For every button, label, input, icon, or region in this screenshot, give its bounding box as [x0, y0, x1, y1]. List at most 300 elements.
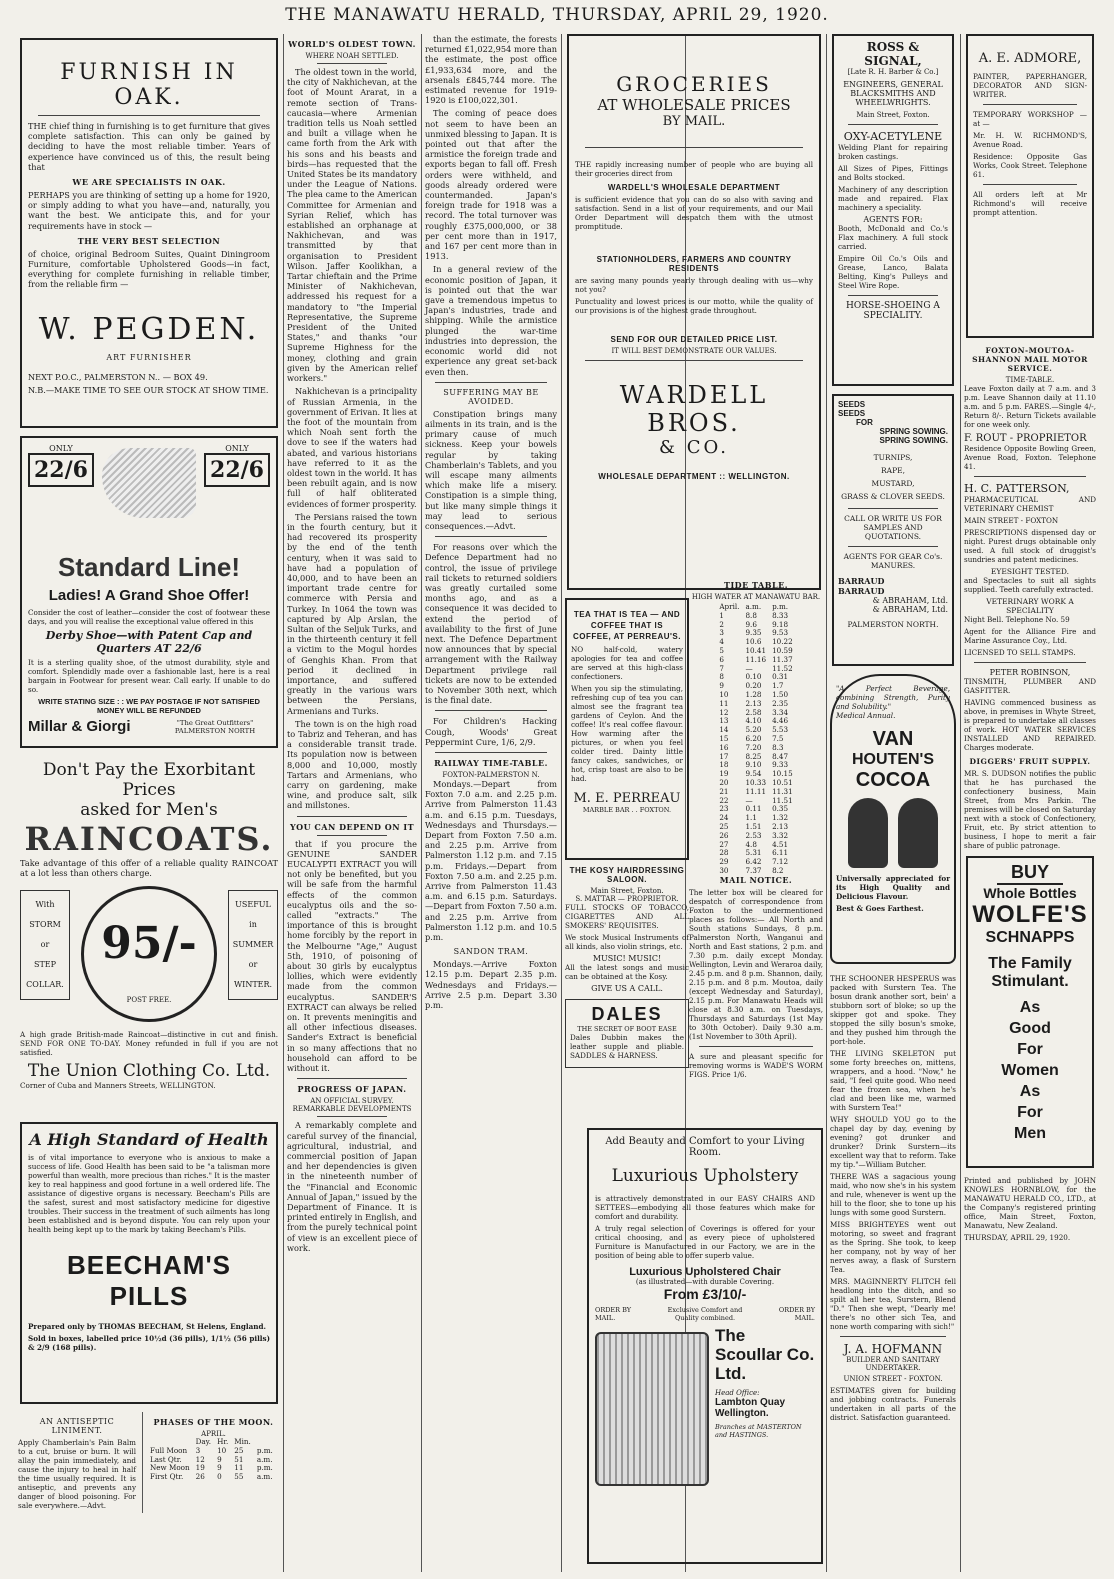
column-rule	[421, 34, 422, 1572]
wardell-firm: & CO.	[659, 437, 729, 458]
pegden-sub: ART FURNISHER	[106, 352, 192, 362]
shoe-subtitle: Ladies! A Grand Shoe Offer!	[48, 587, 250, 604]
patterson-address: MAIN STREET - FOXTON	[964, 516, 1059, 525]
tide-cell: 8.2	[772, 865, 784, 875]
shoe-ad	[20, 436, 278, 748]
admore-orders: All orders left at Mr Richmond's will receive prompt attention.	[973, 190, 1087, 217]
article-text: The town is on the high road to Tabriz and Teheran, and has a considerable transit trade. Its population now is between 8,000 and 10,000, mostly Tartars and Armenians, who carry on gardening, make wine, and produce salt, silk and millstones.	[287, 718, 417, 811]
scoullar-price: From £3/10/-	[663, 1286, 747, 1302]
shoe-illustration	[102, 448, 196, 518]
moon-table	[147, 1438, 276, 1482]
wolfe-ad	[966, 856, 1094, 1168]
cocoa-text: Universally appreciated for its High Quality and Delicious Flavour.	[836, 874, 950, 901]
patterson-vet: VETERINARY WORK A SPECIALITY	[986, 597, 1074, 615]
column-3	[425, 34, 557, 1572]
tea-verse: MISS BRIGHTEYES went out motoring, so sweet and fragrant as the Spring. She took, to keep her company, not by way of her nerves away, a flask of Surstern Tea.	[830, 1220, 956, 1274]
raincoat-text: Take advantage of this offer of a reliable quality RAINCOAT at a lot less than others charge.	[20, 858, 278, 879]
hofmann-text: ESTIMATES given for building and jobbing contracts. Funerals undertaken in all parts of the district. Satisfaction guaranteed.	[830, 1386, 956, 1422]
raincoat-right-word: in	[249, 920, 257, 930]
article-text: The oldest town in the world, the city of Nakhichevan, at the foot of Mount Ararat, in a remote section of Trans-caucasia—where Armenian tradition tells us Noah settled and built a village when he came forth from the Ark with his sons and his beasts and birds—has requested that the United States be its mandatory under the League of Nations. The plea came to the American Committee for Armenian and Syrian Relief, which has established an orphanage at Nakhichevan, and was transmitted by that organisation to President Wilson. Jaffer Koolikhan, a Tartar chieftain and the Prime Minister of Nakhichevan, addressed his request for a mandatory to "the Imperial Representative, the Supreme President of the United States," and thanks "our Supreme Highness for the money, clothing and grain given by the American relief workers."	[287, 67, 417, 384]
kosy-address: Main Street, Foxton.	[590, 887, 664, 895]
patterson-eyesight: EYESIGHT TESTED.	[990, 567, 1070, 576]
pegden-name: W. PEGDEN.	[38, 311, 260, 347]
dales-sub: THE SECRET OF BOOT EASE	[577, 1025, 677, 1033]
tide-cell: 1.32	[772, 813, 789, 823]
tide-cell: 11.16	[745, 654, 767, 664]
seed-item: GRASS & CLOVER SEEDS.	[841, 492, 945, 501]
beecham-sold: Sold in boxes, labelled price 10½d (36 pills), 1/1½ (56 pills) & 2/9 (168 pills).	[28, 1334, 270, 1352]
rout-text: Residence Opposite Bowling Green, Avenue Road, Foxton. Telephone 41.	[964, 444, 1096, 471]
wolfe-word: Women	[1001, 1062, 1059, 1079]
van-houten-ad	[830, 674, 956, 964]
tide-cell: 6	[719, 654, 724, 664]
seeds-gear: AGENTS FOR GEAR Co's. MANURES.	[843, 552, 943, 570]
oxy-head: OXY-ACETYLENE	[843, 130, 943, 143]
beecham-ad	[20, 1122, 278, 1404]
tide-cell: 9	[719, 681, 724, 691]
mail-head: MAIL NOTICE.	[719, 875, 793, 885]
tide-cell: 9.10	[745, 760, 762, 770]
cocoa-best: Best & Goes Farthest.	[836, 904, 924, 913]
tide-cell: 10.22	[772, 637, 793, 647]
moon-col: Day.	[195, 1437, 212, 1446]
scoullar-chair: Luxurious Upholstered Chair	[629, 1266, 781, 1278]
dales-text: Dales Dubbin makes the leather supple and pliable. SADDLES & HARNESS.	[570, 1033, 684, 1060]
tide-cell: 0.11	[745, 804, 762, 814]
tide-cell: 3.34	[772, 707, 789, 717]
imprint: Printed and published by JOHN KNOWLES HORNBLOW, for the MANAWATU HERALD CO., LTD., at the Company's registered printing office, Main Street, Foxton, Manawatu, New Zealand.	[964, 1176, 1096, 1230]
groceries-text: THE rapidly increasing number of people who are buying all their groceries direct from	[575, 160, 813, 178]
tide-cell: 1.28	[745, 689, 762, 699]
tide-cell: 20	[719, 777, 729, 787]
scoullar-illustrated: (as illustrated—with durable Covering.	[635, 1278, 775, 1286]
pegden-note: N.B.—MAKE TIME TO SEE OUR STOCK AT SHOW TIME.	[28, 384, 269, 395]
tide-cell: 4	[719, 637, 724, 647]
groceries-values: IT WILL BEST DEMONSTRATE OUR VALUES.	[611, 347, 777, 355]
tide-cell: 9.53	[772, 628, 789, 638]
tide-cell: 11.31	[772, 786, 793, 796]
tide-cell: 8.3	[772, 742, 784, 752]
scoullar-ad	[587, 1128, 823, 1564]
column-5-mail	[689, 870, 823, 1120]
article-text: Nakhichevan is a principality of Russian Armenia, in the government of Erivan. It lies at the foot of the mountain from which Noah sent forth the dove to see if the waters had abated, and various historians have referred to it as the oldest town in the world. It has been rebuilt again, and is now full of half obliterated evidences of former prosperity.	[287, 386, 417, 509]
oak-selection: THE VERY BEST SELECTION	[77, 235, 221, 246]
seeds-word: SEEDS	[838, 400, 866, 409]
column-6	[830, 34, 956, 1572]
railway-subhead: FOXTON-PALMERSTON N.	[442, 771, 540, 779]
article-text: The coming of peace does not seem to have been an unmixed blessing to Japan. It is pointed out that after the armistice the foreign trade and exports began to fall off. Fresh orders were withheld, and goods already ordered were countermanded. Japan's foreign trade for 1918 was a record. The total turnover was roughly £375,000,000, or 38 per cent more than in 1917, and 167 per cent more than in 1913.	[425, 108, 557, 262]
article-subhead: REMARKABLE DEVELOPMENTS	[292, 1105, 412, 1114]
tide-cell: 23	[719, 804, 729, 814]
agents-text: Empire Oil Co.'s Oils and Grease, Lanco, Balata Belting, King's Pulleys and Steel Wire Rope.	[838, 254, 948, 290]
column-7	[964, 34, 1096, 1572]
patterson-agent: Agent for the Alliance Fire and Marine Assurance Coy., Ltd.	[964, 627, 1096, 645]
oak-text: PERHAPS you are thinking of setting up a home for 1920, or simply adding to what you have—and, naturally, you want the best. We anticipate this, and for your requirements have in stock —	[28, 190, 270, 231]
tide-cell: 7.37	[745, 865, 762, 875]
raincoat-left-word: With	[35, 900, 55, 910]
beecham-prepared: Prepared only by THOMAS BEECHAM, St Helens, England.	[28, 1322, 267, 1331]
admore-residence: Residence: Opposite Gas Works, Cook Street. Telephone 61.	[973, 152, 1087, 179]
article-text: In a general review of the economic position of Japan, it is pointed out that the war gave a tremendous impetus to Japan's industries, trade and shipping. While the armistice plunged the war-time industries into depression, the economic world did not experience any great set-back even then.	[425, 264, 557, 377]
raincoat-text: A high grade British-made Raincoat—distinctive in cut and finish. SEND FOR ONE TO-DAY. Money refunded in full if you are not satisfied.	[20, 1030, 278, 1058]
admore-name: A. E. ADMORE,	[978, 51, 1082, 66]
beecham-text: is of vital importance to everyone who is anxious to make a success of life. Good Health has been said to be "a talisman more powerful than wealth, more precious than riches." It is the master key to real happiness and good fortune in a well ordered life. The assistance of digestive organs is necessary. Beecham's Pills are the safest, surest and most satisfactory medicine for digestive troubles. Their success in the treatment of such ailments has long been established and is beyond dispute. You can rely upon your health being kept up to the mark by taking Beecham's Pills.	[28, 1153, 270, 1234]
tide-cell: 1.7	[772, 681, 784, 691]
tide-cell: 4.8	[745, 839, 757, 849]
raincoat-heading: RAINCOATS.	[24, 820, 274, 858]
railway-text: Mondays.—Depart from Foxton 7.0 a.m. and 2.25 p.m. Arrive from Palmerston 11.43 a.m. and 6.15 p.m. Tuesdays, Wednesdays and Thursdays.—Depart from Foxton 7.50 a.m. and 2.25 p.m. Arrive from Palmerston 1.12 p.m. and 7.15 p.m. Fridays.—Depart from Foxton 7.50 a.m. and 2.25 p.m. Arrive from Palmerston 11.43 a.m. and 6.15 p.m. Saturdays.—Depart from Foxton 7.50 a.m. and 2.25 p.m. Arrive from Palmerston 1.12 p.m. and 10.5 p.m.	[425, 779, 557, 943]
rout-name: F. ROUT - PROPRIETOR	[964, 433, 1087, 444]
tide-cell: 1.51	[745, 821, 762, 831]
tide-cell: 9.35	[745, 628, 762, 638]
oak-title: FURNISH IN OAK.	[60, 60, 238, 110]
tide-cell: 16	[719, 742, 729, 752]
tide-cell: 9.6	[745, 619, 757, 629]
shoe-price: 22/6	[204, 453, 270, 487]
shoe-firm-sub: "The Great Outfitters" PALMERSTON NORTH	[174, 718, 256, 735]
bottom-notices	[18, 1412, 280, 1513]
patterson-licensed: LICENSED TO SELL STAMPS.	[964, 648, 1076, 657]
tide-cell: 18	[719, 760, 729, 770]
cocoa-name: VAN	[872, 728, 914, 750]
raincoat-firm: The Union Clothing Co. Ltd.	[27, 1061, 271, 1082]
column-2	[287, 34, 417, 1572]
tide-cell: 27	[719, 839, 729, 849]
patterson-text: and Spectacles to suit all sights supplied. Teeth carefully extracted.	[964, 576, 1096, 594]
masthead: THE MANAWATU HERALD, THURSDAY, APRIL 29, 1920.	[285, 5, 829, 25]
seed-item: RAPE,	[881, 466, 905, 475]
tide-cell: 22	[719, 795, 729, 805]
tide-cell: 10.59	[772, 645, 793, 655]
raincoat-left-word: STORM	[29, 920, 61, 930]
moon-row: Full Moon 3 10 25 p.m.	[150, 1445, 273, 1455]
seeds-for: FOR	[856, 418, 873, 427]
tide-cell: 0.31	[772, 672, 789, 682]
barraud-address: PALMERSTON NORTH.	[847, 620, 939, 629]
raincoat-left-panel	[20, 890, 70, 1000]
tide-cell: 4.51	[772, 839, 789, 849]
moon-col: Min.	[234, 1437, 251, 1446]
tea-address: MARBLE BAR . . FOXTON.	[582, 806, 672, 814]
seeds-word: SEEDS	[838, 409, 866, 418]
railway-head: RAILWAY TIME-TABLE.	[434, 758, 548, 768]
tide-col: April.	[719, 602, 740, 611]
groceries-text: is sufficient evidence that you can do so also with saving and satisfaction. Send in a list of your requirements, and our Mail Order Department will despatch them with the utmost promptitude.	[575, 195, 813, 231]
raincoat-ad	[18, 756, 280, 1118]
ross-engineers: ENGINEERS, GENERAL BLACKSMITHS AND WHEELWRIGHTS.	[843, 80, 943, 107]
groceries-subtitle: BY MAIL.	[662, 114, 726, 129]
groceries-text: are saving many pounds yearly through dealing with us—why not you?	[575, 276, 813, 294]
horse-shoeing: HORSE-SHOEING A SPECIALITY.	[846, 301, 940, 321]
agents-head: AGENTS FOR:	[863, 215, 923, 224]
raincoat-price: 95/-	[81, 886, 217, 1022]
column-rule	[960, 34, 961, 1572]
oxy-text: All Sizes of Pipes, Fittings and Bolts stocked.	[838, 164, 948, 182]
tea-verse: MRS. MAGINNERTY FLITCH fell headlong into the ditch, and so spilt all her tea, Surstern, Blend "D." Then she wept, "Dearly me! there's no other sich Tea, and none worth comparing with sich!"	[830, 1277, 956, 1331]
kosy-text: FULL STOCKS OF TOBACCO, CIGARETTES AND ALL SMOKERS' REQUISITES.	[565, 903, 689, 930]
dales-ad	[565, 999, 689, 1068]
tide-cell: 2.13	[745, 698, 762, 708]
ross-address: Main Street, Foxton.	[856, 111, 930, 119]
kosy-text: We stock Musical Instruments of all kinds, also violin strings, etc.	[565, 933, 689, 951]
tide-cell: 11.11	[745, 786, 767, 796]
article-head: YOU CAN DEPEND ON IT	[289, 821, 415, 832]
raincoat-right-word: or	[248, 960, 258, 970]
groceries-title: GROCERIES	[616, 72, 772, 96]
tide-cell: 8.33	[772, 610, 789, 620]
tea-verse: WHY SHOULD YOU go to the chapel day by day, evening by evening? got drunker and drunker? Drink Surstern—its excellent way that to reform. Take my tip."—William Butcher.	[830, 1115, 956, 1169]
tide-cell: 13	[719, 716, 729, 726]
tide-cell: 11.37	[772, 654, 793, 664]
raincoat-address: Corner of Cuba and Manners Streets, WELLINGTON.	[20, 1081, 216, 1091]
scoullar-ad-wrap	[587, 1128, 823, 1568]
groceries-text: Punctuality and lowest prices is our motto, while the quality of our provisions is of the highest grade throughout.	[575, 297, 813, 315]
tide-col: p.m.	[772, 602, 789, 611]
shoe-title: Standard Line!	[57, 552, 240, 582]
tide-head: TIDE TABLE.	[723, 580, 788, 590]
tide-cell: 8.47	[772, 751, 789, 761]
shoe-only: ONLY	[225, 444, 249, 453]
tide-cell: 10.41	[745, 645, 767, 655]
tide-cell: 10.51	[772, 777, 793, 787]
oxy-text: Machinery of any description made and repaired. Flax machinery a speciality.	[838, 185, 948, 212]
tide-cell: 0.10	[745, 672, 762, 682]
scoullar-firm: The Scoullar Co. Ltd.	[715, 1326, 815, 1383]
seeds-ad	[832, 394, 954, 666]
hofmann-address: UNION STREET - FOXTON.	[843, 1375, 943, 1383]
scoullar-office: Head Office:	[715, 1389, 760, 1397]
tide-cell: 19	[719, 769, 729, 779]
oak-ad	[20, 38, 278, 428]
tea-text: When you sip the stimulating, refreshing cup of tea you can almost see the fragrant tea gardens of Ceylon. And the coffee! It's real coffee flavour. How warming after the pictures, or when you feel colder tired. Dainty little fancy cakes, sandwiches, or hot, crisp toast are also to be had.	[571, 684, 683, 783]
tide-cell: —	[745, 663, 753, 673]
diggers-head: DIGGERS' FRUIT SUPPLY.	[969, 757, 1091, 766]
wolfe-whole: Whole Bottles	[983, 885, 1077, 901]
shoe-text: It is a sterling quality shoe, of the utmost durability, style and comfort. Splendidly made over a fashionable last, here is a real bargain in Footwear for present wear. Call early. If unable to do so.	[28, 658, 270, 694]
tide-cell: 5	[719, 645, 724, 655]
barraud-abraham: & ABRAHAM, Ltd.	[872, 605, 948, 614]
article-head: PROGRESS OF JAPAN.	[297, 1084, 407, 1095]
wolfe-schnapps: SCHNAPPS	[985, 929, 1075, 946]
liniment-text: Apply Chamberlain's Pain Balm to a cut, bruise or burn. It will allay the pain immediately, and cause the injury to heal in half the time usually required. It is antiseptic, and prevents any danger of blood poisoning. For sale everywhere.—Advt.	[18, 1438, 136, 1510]
moon-row: Last Qtr. 12 9 51 a.m.	[150, 1454, 273, 1464]
motor-head: FOXTON-MOUTOA-SHANNON MAIL MOTOR SERVICE.	[972, 346, 1088, 373]
tide-cell: 2	[719, 619, 724, 629]
tide-cell: 5.53	[772, 725, 789, 735]
seeds-spring: SPRING SOWING.	[879, 427, 948, 436]
oak-text: of choice, original Bedroom Suites, Quaint Diningroom Furniture, comfortable Upholstered Goods—in fact, everything for complete furnishing in reliable timber, from the reliable firm —	[28, 248, 270, 290]
tide-cell: 7.5	[772, 733, 784, 743]
hofmann-name: J. A. HOFMANN	[843, 1342, 943, 1356]
tide-cell: 26	[719, 830, 729, 840]
worm-text: A sure and pleasant specific for removing worms is WADE'S WORM FIGS. Price 1/6.	[689, 1052, 823, 1079]
tide-cell: 2.13	[772, 821, 789, 831]
article-subhead: WHERE NOAH SETTLED.	[305, 52, 399, 60]
column-rule	[283, 34, 284, 1572]
dales-title: DALES	[591, 1004, 663, 1024]
tea-ad	[565, 598, 689, 860]
robinson-sub: TINSMITH, PLUMBER AND GASFITTER.	[964, 677, 1096, 695]
moon-col: Hr.	[217, 1437, 229, 1446]
column-rule	[826, 34, 827, 1572]
admore-at: Mr. H. W. RICHMOND'S, Avenue Road.	[973, 131, 1087, 149]
tide-cell: 4.10	[745, 716, 762, 726]
wolfe-word: For	[1017, 1104, 1043, 1121]
tide-cell: 11	[719, 698, 729, 708]
shoe-write: WRITE STATING SIZE : : WE PAY POSTAGE IF NOT SATISFIED MONEY WILL BE REFUNDED	[38, 697, 260, 715]
tide-cell: 17	[719, 751, 729, 761]
tide-cell: 12	[719, 707, 729, 717]
tide-cell: 1	[719, 610, 724, 620]
article-text: For Children's Hacking Cough, Woods' Great Peppermint Cure, 1/6, 2/9.	[425, 716, 557, 747]
article-subhead: AN OFFICIAL SURVEY.	[310, 1097, 394, 1106]
liniment-head: AN ANTISEPTIC LINIMENT.	[39, 1417, 115, 1435]
ross-signal-ad	[832, 34, 954, 386]
groceries-ad	[567, 34, 821, 590]
tide-cell: —	[745, 795, 753, 805]
tide-cell: 8	[719, 672, 724, 682]
robinson-text: HAVING commenced business as above, in premises in Whyte Street, is prepared to undertake all classes of work. HOT WATER SERVICES INSTALLED AND REPAIRED. Charges moderate.	[964, 698, 1096, 752]
tide-cell: 11.51	[772, 795, 793, 805]
groceries-send: SEND FOR OUR DETAILED PRICE LIST.	[610, 335, 778, 344]
tram-text: Mondays.—Arrive Foxton 12.15 p.m. Depart 2.35 p.m. Wednesdays and Fridays.—Arrive 2.5 p.m. Depart 3.30 p.m.	[425, 959, 557, 1011]
kosy-head: THE KOSY HAIRDRESSING SALOON.	[569, 866, 685, 884]
article-text: Constipation brings many ailments in its train, and is the primary cause of much sickness. Keep your bowels regular by taking Chamberlain's Tablets, and you will escape many ailments which make life a misery. Constipation is a simple thing, but like many simple things it may lead to serious consequences.—Advt.	[425, 408, 557, 531]
groceries-station: STATIONHOLDERS, FARMERS AND COUNTRY RESIDENTS	[596, 255, 792, 273]
patterson-name: H. C. PATTERSON,	[964, 482, 1070, 495]
tea-verse: THE LIVING SKELETON put some forty breeches on, mittens, wrappers, and a hood. "Now," he said, "I feel quite good. Who need fear the frozen sea, when he's clad and been like me, warmed with Surstern Tea!"	[830, 1049, 956, 1112]
tide-cell: 3	[719, 628, 724, 638]
wolfe-word: Good	[1009, 1020, 1051, 1037]
tide-cell: 10.33	[745, 777, 767, 787]
patterson-sub: PHARMACEUTICAL AND VETERINARY CHEMIST	[964, 495, 1096, 513]
tide-cell: 6.11	[772, 848, 789, 858]
kosy-music: MUSIC! MUSIC!	[592, 954, 662, 963]
tide-cell: 1.1	[745, 813, 757, 823]
tide-cell: 28	[719, 848, 729, 858]
article-head: SUFFERING MAY BE AVOIDED.	[443, 387, 539, 406]
raincoat-title: asked for Men's	[80, 800, 218, 820]
kosy-call: GIVE US A CALL.	[591, 984, 663, 993]
barraud-name: BARRAUD	[838, 576, 885, 586]
patterson-text: PRESCRIPTIONS dispensed day or night. Purest drugs obtainable only used. A full stock of druggist's sundries and patent medicines.	[964, 528, 1096, 564]
kosy-proprietor: S. MATTAR — PROPRIETOR.	[575, 895, 679, 903]
ross-late: [Late R. H. Barber & Co.]	[847, 68, 939, 76]
barraud-abraham: & ABRAHAM, Ltd.	[872, 596, 948, 605]
raincoat-right-word: USEFUL	[235, 900, 271, 910]
article-text: than the estimate, the forests returned £1,022,954 more than the estimate, the post office £1,933,634 more, and the arsenals £845,744 more. The estimated revenue for 1919-1920 is £100,022,301.	[425, 34, 557, 106]
seeds-call: CALL OR WRITE US FOR SAMPLES AND QUOTATIONS.	[844, 514, 942, 541]
moon-row: First Qtr. 26 0 55 a.m.	[150, 1472, 273, 1482]
tea-head: TEA THAT IS TEA — AND COFFEE THAT IS COFFEE, AT PERREAU'S.	[573, 610, 681, 641]
imprint-date: THURSDAY, APRIL 29, 1920.	[964, 1233, 1071, 1242]
tide-cell: 14	[719, 725, 729, 735]
mail-text: The letter box will be cleared for despatch of correspondence from Foxton to the undermentioned places as follows:— All North and South stations Sundays, 8 p.m. Palmerston North, Wanganui and North and East stations, 2 p.m. and 7.30 p.m. daily except Monday. Wellington, Levin and Weraroa daily, 2.45 p.m. and 8 p.m. Shannon, daily, 2.15 p.m. and 8 p.m. Moutoa, daily (except Wednesday and Saturday), 2.15 p.m. For Manawatu Heads will close at 8.30 a.m. on Tuesdays, Thursdays and Saturdays (1st May to 30th October). Daily 9.30 a.m. (1st November to 30th April).	[689, 888, 823, 1041]
ross-head: ROSS & SIGNAL,	[864, 40, 922, 68]
oak-text: THE chief thing in furnishing is to get furniture that gives complete satisfaction. This can only be gained by deciding to have the most reliable timber. Years of experience have convinced us of this, the result being that	[28, 121, 270, 172]
column-1	[18, 34, 280, 1572]
seeds-spring: SPRING SOWING.	[879, 436, 948, 445]
cocoa-quote: "A Perfect Beverage, combining Strength, Purity and Solubility."	[836, 684, 950, 711]
figure-illustration	[898, 798, 938, 868]
article-text: that if you procure the GENUINE SANDER EUCALYPTI EXTRACT you will not only be benefited, but you will be safe from the harmful effects of the common eucalyptus oils and the so-called "extracts." The importance of this is brought home forcibly by the report in the Melbourne "Age," August 5th, 1910, of poisoning of about 30 girls by eucalyptus lollies, which were evidently made from the common eucalyptus. SANDER'S EXTRACT can always be relied on. It prevents meningitis and all other infectious diseases. Sander's Extract is beneficial in so many affections that no household can afford to be without it.	[287, 838, 417, 1074]
wolfe-word: As	[1019, 1083, 1041, 1100]
cocoa-name: HOUTEN'S	[851, 751, 935, 768]
shoe-text: Consider the cost of leather—consider the cost of footwear these days, and you will realise the exceptional value offered in this	[28, 608, 270, 626]
tide-cell: 1.50	[772, 689, 789, 699]
tide-cell: 11.52	[772, 663, 793, 673]
scoullar-exclusive: Exclusive Comfort and Quality combined.	[667, 1306, 743, 1322]
groceries-department: WARDELL'S WHOLESALE DEPARTMENT	[607, 183, 781, 192]
scoullar-text: is attractively demonstrated in our EASY CHAIRS AND SETTEES—embodying all those features which make for comfort and durability.	[595, 1194, 815, 1221]
diggers-text: MR. S. DUDSON notifies the public that he has purchased the confectionery business, Main Street, from Mrs Parkin. The premises will be closed on Saturday next with a stock of Confectionery, Fruit, etc. By strict attention to business, I hope to merit a fair share of public patronage.	[964, 769, 1096, 850]
hofmann-sub: BUILDER AND SANITARY UNDERTAKER.	[846, 1356, 940, 1372]
wolfe-name: WOLFE'S	[972, 901, 1088, 928]
raincoat-right-word: SUMMER	[232, 940, 274, 950]
raincoat-title: Don't Pay the Exorbitant Prices	[42, 760, 256, 800]
column-5-top	[689, 575, 823, 875]
tide-cell: 10	[719, 689, 729, 699]
tide-cell: 25	[719, 821, 729, 831]
wardell-firm: WARDELL BROS.	[619, 381, 769, 437]
tide-cell: 7.12	[772, 857, 789, 867]
wolfe-stimulant: Stimulant.	[991, 973, 1069, 990]
shoe-only: ONLY	[49, 444, 73, 453]
wardell-address: WHOLESALE DEPARTMENT :: WELLINGTON.	[598, 472, 790, 481]
tide-cell: 2.53	[745, 830, 762, 840]
tram-head: SANDON TRAM.	[453, 947, 529, 957]
tide-cell: 0.35	[772, 804, 789, 814]
wolfe-word: For	[1017, 1041, 1043, 1058]
tide-cell: 2.58	[745, 707, 762, 717]
groceries-subtitle: AT WHOLESALE PRICES	[597, 96, 791, 114]
kosy-text: All the latest songs and music can be obtained at the Kosy.	[565, 963, 689, 981]
article-text: The Persians raised the town in the fourth century, but it had recovered its prosperity by the end of the tenth century, when it was said to have had a population of 40,000, and to have been an important trade centre for commerce with Persia and Turkey. In 1064 the town was captured by Alp Arslan, the Sultan of the Seljuk Turks, and in the thirteenth century it fell a victim to the Mogul hordes of Genghis Khan. From that period it declined in importance, and suffered greatly in the various wars between the Persians, Armenians and Turks.	[287, 511, 417, 716]
motor-timetable: TIME-TABLE.	[1005, 376, 1055, 384]
shoe-derby: Derby Shoe—with Patent Cap and Quarters AT 22/6	[45, 629, 253, 655]
tide-cell: 6.20	[745, 733, 762, 743]
wolfe-buy: BUY	[997, 862, 1063, 885]
tide-table	[716, 603, 795, 876]
tide-cell: 10.6	[745, 637, 762, 647]
tide-cell: 7.20	[745, 742, 762, 752]
moon-head: PHASES OF THE MOON.	[153, 1417, 274, 1427]
tide-cell: 7	[719, 663, 724, 673]
cocoa-medical: Medical Annual.	[836, 711, 896, 720]
beecham-name: BEECHAM'S PILLS	[67, 1250, 231, 1311]
tide-cell: 5.20	[745, 725, 762, 735]
wolfe-family: The Family	[988, 955, 1072, 972]
barraud-name: BARRAUD	[838, 586, 885, 596]
tide-cell: 29	[719, 857, 729, 867]
tide-cell: 8.25	[745, 751, 762, 761]
raincoat-right-word: WINTER.	[233, 980, 273, 990]
scoullar-intro: Add Beauty and Comfort to your Living Room.	[605, 1136, 805, 1158]
tea-text: NO half-cold, watery apologies for tea and coffee are served at this high-class confectioners.	[571, 645, 683, 681]
scoullar-quay: Lambton Quay Wellington.	[715, 1397, 786, 1419]
tea-verse: THE SCHOONER HESPERUS was packed with Surstern Tea. The bosun drank another sort, bein' a stubborn sort of bloke; so up the skipper got and spoke. They stopped the silly bosun's smoke, and they pushed him through the port-hole.	[830, 974, 956, 1046]
cocoa-name: COCOA	[855, 769, 931, 791]
seed-item: MUSTARD,	[871, 479, 915, 488]
scoullar-head: Luxurious Upholstery	[611, 1166, 799, 1186]
tide-cell: 3.32	[772, 830, 789, 840]
tide-cell: 9.54	[745, 769, 762, 779]
raincoat-left-word: COLLAR.	[26, 980, 64, 990]
article-text: For reasons over which the Defence Department had no control, the issue of privilege rail tickets to returned soldiers was greatly curtailed some months ago, and as a consequence it was decided to extend the period of availability to the first of June next. The Defence Department now announces that by special arrangement with the Railway Department privilege rail tickets are now to be extended to November 30th next, which is the final date.	[425, 542, 557, 706]
raincoat-right-panel	[228, 890, 278, 1000]
admore-ad	[966, 34, 1094, 338]
wolfe-word: Men	[1014, 1125, 1046, 1142]
